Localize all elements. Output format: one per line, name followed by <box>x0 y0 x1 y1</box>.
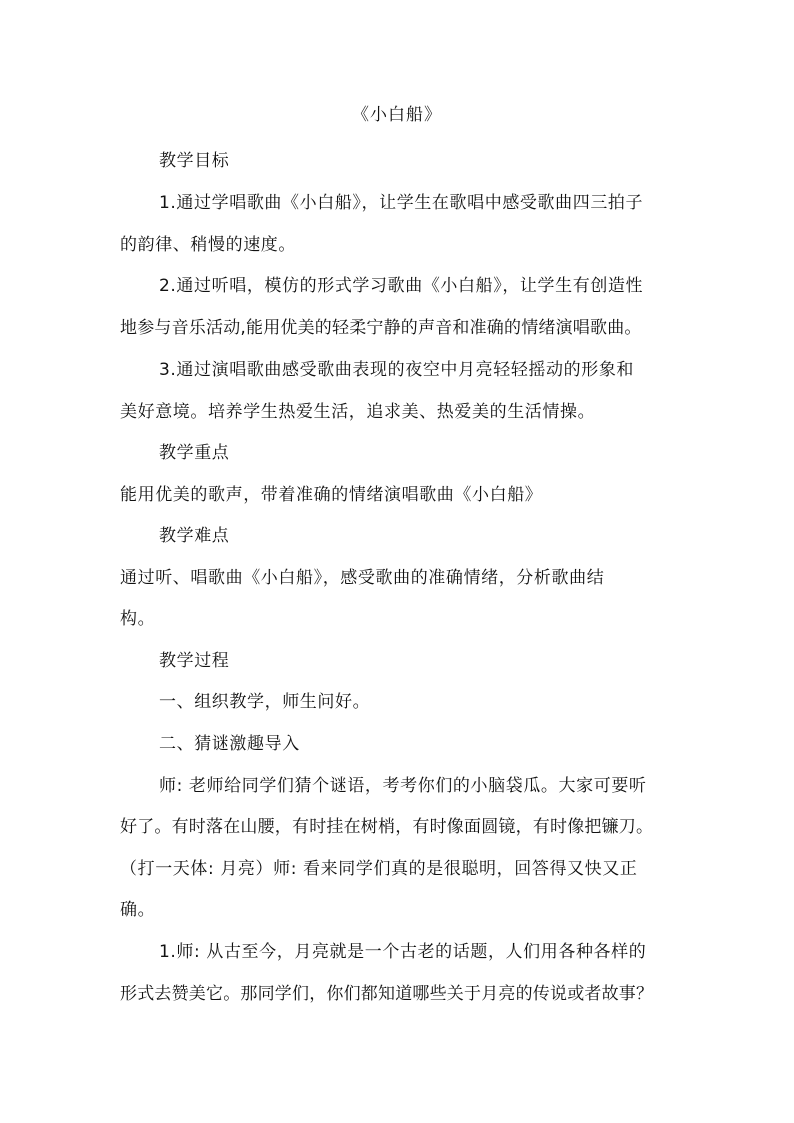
paragraph-line: 1.师: 从古至今，月亮就是一个古老的话题，人们用各种各样的 <box>159 942 647 962</box>
heading-teaching-focus: 教学重点 <box>159 443 230 463</box>
paragraph-line: 3.通过演唱歌曲感受歌曲表现的夜空中月亮轻轻摇动的形象和 <box>159 360 635 380</box>
paragraph-line: （打一天体: 月亮）师: 看来同学们真的是很聪明，回答得又快又正 <box>120 859 638 879</box>
paragraph-line: 2.通过听唱，模仿的形式学习歌曲《小白船》，让学生有创造性 <box>159 276 644 296</box>
paragraph-line: 的韵律、稍慢的速度。 <box>120 235 296 255</box>
heading-teaching-objectives: 教学目标 <box>159 151 230 171</box>
paragraph-line: 地参与音乐活动,能用优美的轻柔宁静的声音和准确的情绪演唱歌曲。 <box>120 318 642 338</box>
heading-teaching-process: 教学过程 <box>159 651 230 671</box>
paragraph-line: 通过听、唱歌曲《小白船》，感受歌曲的准确情绪，分析歌曲结 <box>120 568 605 588</box>
paragraph-line: 师: 老师给同学们猜个谜语，考考你们的小脑袋瓜。大家可要听 <box>159 776 647 796</box>
paragraph-line: 一、组织教学，师生问好。 <box>159 692 371 712</box>
document-title: 《小白船》 <box>352 105 442 125</box>
paragraph-line: 好了。有时落在山腰，有时挂在树梢，有时像面圆镜，有时像把镰刀。 <box>120 817 654 837</box>
paragraph-line: 构。 <box>120 609 156 629</box>
paragraph-line: 能用优美的歌声，带着准确的情绪演唱歌曲《小白船》 <box>120 485 543 505</box>
paragraph-line: 美好意境。培养学生热爱生活，追求美、热爱美的生活情操。 <box>120 402 596 422</box>
paragraph-line: 形式去赞美它。那同学们，你们都知道哪些关于月亮的传说或者故事？ <box>120 984 654 1004</box>
paragraph-line: 1.通过学唱歌曲《小白船》，让学生在歌唱中感受歌曲四三拍子 <box>159 193 644 213</box>
paragraph-line: 二、猜谜激趣导入 <box>159 734 300 754</box>
paragraph-line: 确。 <box>120 900 156 920</box>
heading-teaching-difficulty: 教学难点 <box>159 526 230 546</box>
